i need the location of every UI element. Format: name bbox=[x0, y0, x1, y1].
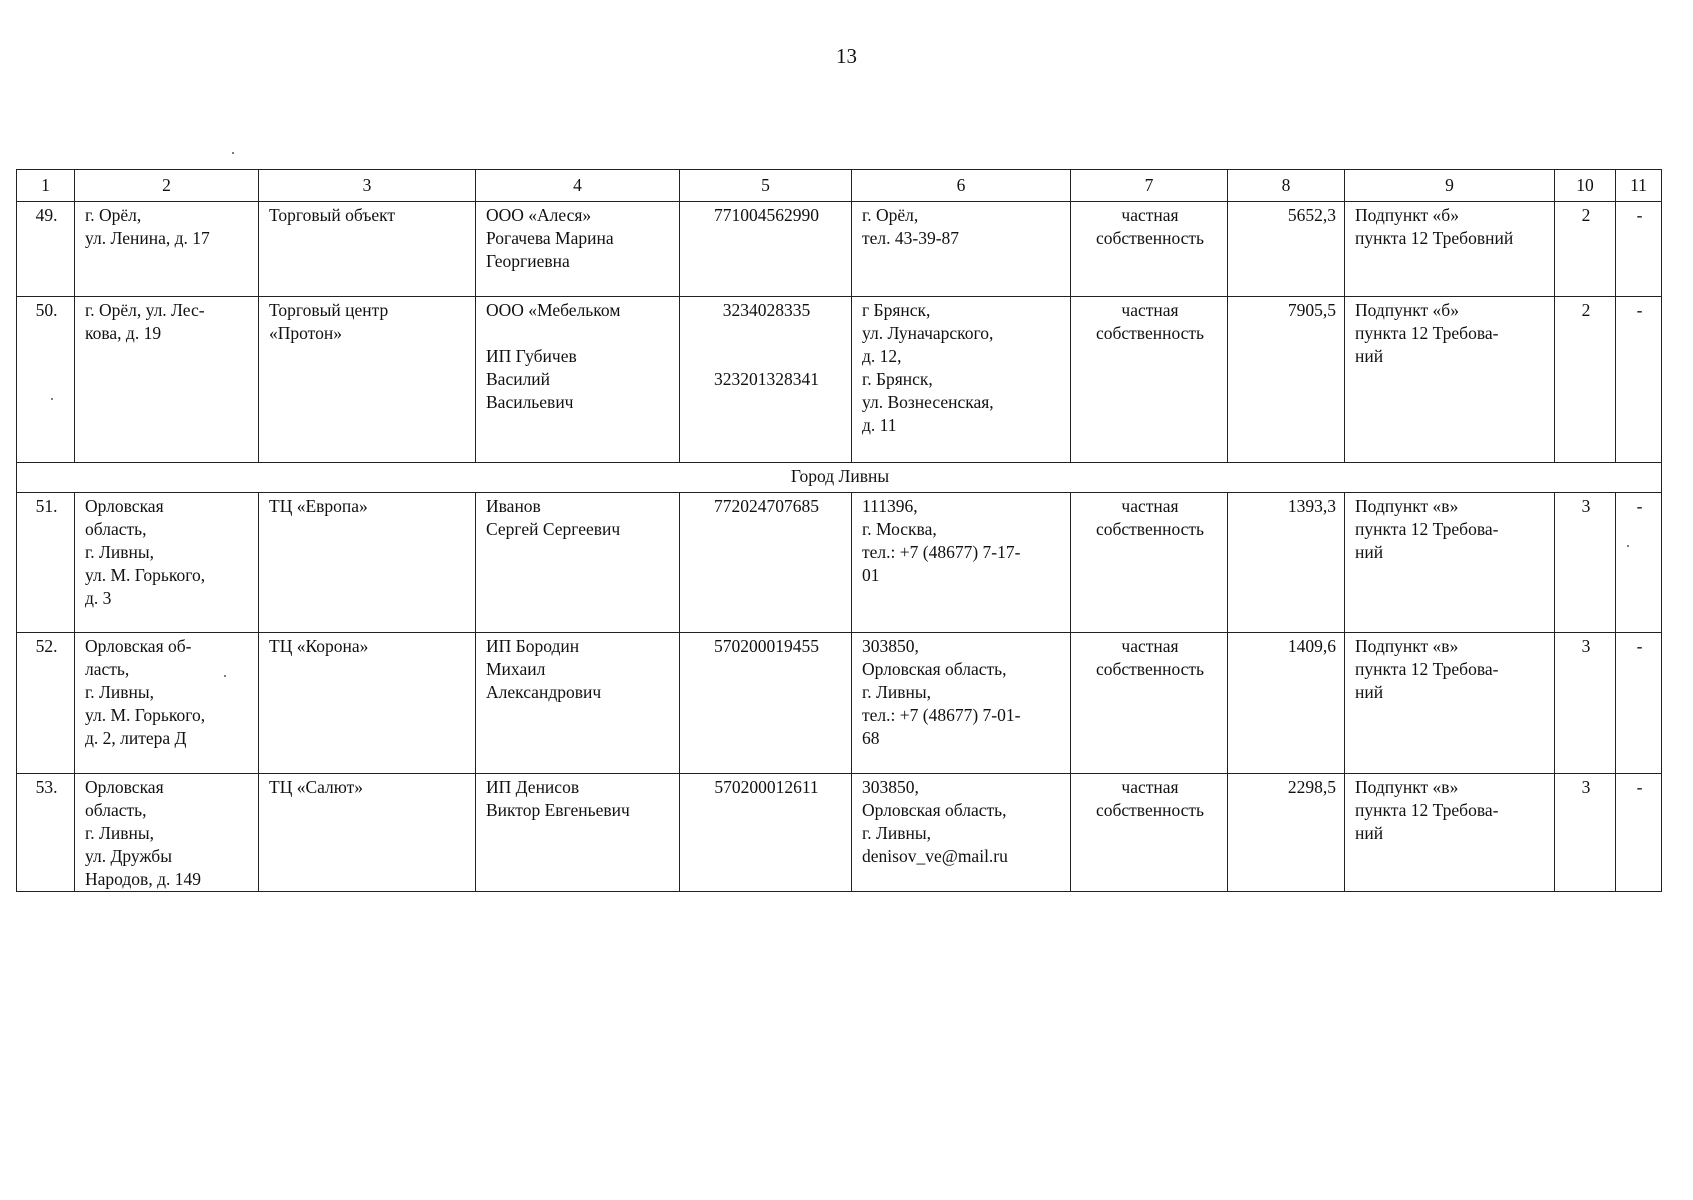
hazard-category: 3 bbox=[1555, 493, 1616, 633]
table-row bbox=[17, 202, 1662, 297]
object-address: Орловская об- ласть, г. Ливны, ул. М. Горького, д. 2, литера Д bbox=[75, 633, 259, 774]
ownership-form: частная собственность bbox=[1071, 493, 1228, 633]
hazard-category: 3 bbox=[1555, 774, 1616, 892]
column-header: 3 bbox=[259, 170, 476, 202]
scan-speck bbox=[232, 152, 234, 154]
owner-name: ООО «Мебельком bbox=[486, 300, 621, 320]
object-name: Торговый объект bbox=[259, 202, 476, 297]
owner-name: Иванов Сергей Сергеевич bbox=[476, 493, 680, 633]
object-area: 2298,5 bbox=[1228, 774, 1345, 892]
owner-inn: 570200019455 bbox=[680, 633, 852, 774]
hazard-category: 2 bbox=[1555, 202, 1616, 297]
table-row bbox=[17, 633, 1662, 774]
column-header: 5 bbox=[680, 170, 852, 202]
owner-name: ООО «Алеся» Рогачева Марина Георгиевна bbox=[476, 202, 680, 297]
object-name: ТЦ «Салют» bbox=[259, 774, 476, 892]
owner-inn: 3234028335 bbox=[722, 300, 811, 320]
column-header: 9 bbox=[1345, 170, 1555, 202]
hazard-category: 3 bbox=[1555, 633, 1616, 774]
page-number: 13 bbox=[836, 44, 857, 68]
owner-contacts: 303850, Орловская область, г. Ливны, denisov_ve@mail.ru bbox=[852, 774, 1071, 892]
requirement-clause: Подпункт «б» пункта 12 Требовний bbox=[1345, 202, 1555, 297]
object-area: 1393,3 bbox=[1228, 493, 1345, 633]
column-header: 11 bbox=[1616, 170, 1662, 202]
table-row bbox=[17, 493, 1662, 633]
object-address: Орловская область, г. Ливны, ул. М. Горького, д. 3 bbox=[75, 493, 259, 633]
ownership-form: частная собственность bbox=[1071, 202, 1228, 297]
owner-inn-secondary: 323201328341 bbox=[714, 369, 819, 389]
ownership-form: частная собственность bbox=[1071, 633, 1228, 774]
row-number: 51. bbox=[17, 493, 75, 633]
note: - bbox=[1616, 202, 1662, 297]
column-header: 4 bbox=[476, 170, 680, 202]
owner-name: ИП Денисов Виктор Евгеньевич bbox=[476, 774, 680, 892]
ownership-form: частная собственность bbox=[1071, 774, 1228, 892]
section-title: Город Ливны bbox=[17, 463, 1662, 493]
requirement-clause: Подпункт «в» пункта 12 Требова- ний bbox=[1345, 493, 1555, 633]
column-header: 6 bbox=[852, 170, 1071, 202]
column-header: 8 bbox=[1228, 170, 1345, 202]
column-header: 7 bbox=[1071, 170, 1228, 202]
object-name: ТЦ «Корона» bbox=[259, 633, 476, 774]
object-address: Орловская область, г. Ливны, ул. Дружбы Народов, д. 149 bbox=[75, 774, 259, 892]
header-row bbox=[17, 170, 1662, 202]
table-row bbox=[17, 774, 1662, 892]
inn-cell bbox=[680, 297, 852, 463]
ownership-form: частная собственность bbox=[1071, 297, 1228, 463]
object-name: Торговый центр «Протон» bbox=[259, 297, 476, 463]
column-header: 2 bbox=[75, 170, 259, 202]
requirement-clause: Подпункт «б» пункта 12 Требова- ний bbox=[1345, 297, 1555, 463]
owner-contacts: 303850, Орловская область, г. Ливны, тел.: +7 (48677) 7-01- 68 bbox=[852, 633, 1071, 774]
column-header: 10 bbox=[1555, 170, 1616, 202]
object-address: г. Орёл, ул. Ленина, д. 17 bbox=[75, 202, 259, 297]
owner-contacts: 111396, г. Москва, тел.: +7 (48677) 7-17- 01 bbox=[852, 493, 1071, 633]
owner-cell bbox=[476, 297, 680, 463]
owner-contacts: г Брянск, ул. Луначарского, д. 12, г. Брянск, ул. Вознесенская, д. 11 bbox=[852, 297, 1071, 463]
row-number: 53. bbox=[17, 774, 75, 892]
object-area: 7905,5 bbox=[1228, 297, 1345, 463]
section-row bbox=[17, 463, 1662, 493]
owner-name: ИП Бородин Михаил Александрович bbox=[476, 633, 680, 774]
object-address: г. Орёл, ул. Лес- кова, д. 19 bbox=[75, 297, 259, 463]
owner-contacts: г. Орёл, тел. 43-39-87 bbox=[852, 202, 1071, 297]
note: - bbox=[1616, 633, 1662, 774]
object-area: 5652,3 bbox=[1228, 202, 1345, 297]
owner-inn: 772024707685 bbox=[680, 493, 852, 633]
note: - bbox=[1616, 774, 1662, 892]
owner-inn: 570200012611 bbox=[680, 774, 852, 892]
object-area: 1409,6 bbox=[1228, 633, 1345, 774]
row-number: 50. bbox=[17, 297, 75, 463]
note: - bbox=[1616, 297, 1662, 463]
row-number: 49. bbox=[17, 202, 75, 297]
object-name: ТЦ «Европа» bbox=[259, 493, 476, 633]
requirement-clause: Подпункт «в» пункта 12 Требова- ний bbox=[1345, 633, 1555, 774]
table-row bbox=[17, 297, 1662, 463]
owner-name-secondary: ИП Губичев Василий Васильевич bbox=[486, 346, 577, 412]
requirement-clause: Подпункт «в» пункта 12 Требова- ний bbox=[1345, 774, 1555, 892]
note: - bbox=[1616, 493, 1662, 633]
owner-inn: 771004562990 bbox=[680, 202, 852, 297]
hazard-category: 2 bbox=[1555, 297, 1616, 463]
column-header: 1 bbox=[17, 170, 75, 202]
row-number: 52. bbox=[17, 633, 75, 774]
registry-table bbox=[16, 169, 1662, 892]
